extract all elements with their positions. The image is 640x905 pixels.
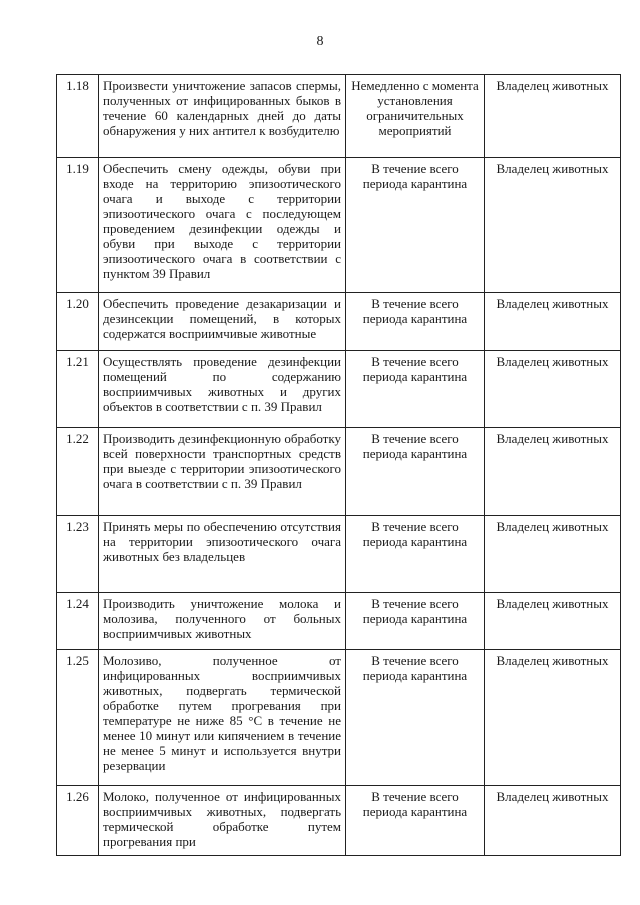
measure-responsible: Владелец животных [485,428,621,516]
measure-text: Молоко, полученное от инфицированных восприимчивых животных, подвергать термической обработке путем прогревания при [99,786,346,856]
row-number: 1.23 [57,516,99,593]
table-row [57,293,621,351]
measure-text: Осуществлять проведение дезинфекции помещений по содержанию восприимчивых животных и других объектов в соответствии с п. 39 Правил [99,351,346,428]
table-row [57,650,621,786]
row-number: 1.26 [57,786,99,856]
page-number: 8 [316,34,324,49]
table-row [57,516,621,593]
measure-text: Принять меры по обеспечению отсутствия на территории эпизоотического очага животных без владельцев [99,516,346,593]
measure-text: Производить дезинфекционную обработку всей поверхности транспортных средств при выезде с территории эпизоотического очага в соответствии с п. 39 Правил [99,428,346,516]
table-row [57,593,621,650]
table-row [57,158,621,293]
table-row [57,786,621,856]
measure-term: В течение всего периода карантина [346,293,485,351]
measure-term: В течение всего периода карантина [346,428,485,516]
row-number: 1.21 [57,351,99,428]
row-number: 1.22 [57,428,99,516]
row-number: 1.18 [57,75,99,158]
measure-text: Производить уничтожение молока и молозива, полученного от больных восприимчивых животных [99,593,346,650]
table-row [57,75,621,158]
measure-responsible: Владелец животных [485,786,621,856]
measure-term: В течение всего периода карантина [346,593,485,650]
row-number: 1.24 [57,593,99,650]
measure-term: В течение всего периода карантина [346,158,485,293]
measure-term: В течение всего периода карантина [346,351,485,428]
measure-responsible: Владелец животных [485,75,621,158]
row-number: 1.19 [57,158,99,293]
measure-term: В течение всего периода карантина [346,516,485,593]
measure-responsible: Владелец животных [485,650,621,786]
measure-responsible: Владелец животных [485,516,621,593]
measure-text: Обеспечить проведение дезакаризации и дезинсекции помещений, в которых содержатся восприимчивые животные [99,293,346,351]
row-number: 1.20 [57,293,99,351]
measure-text: Произвести уничтожение запасов спермы, полученных от инфицированных быков в течение 60 календарных дней до даты обнаружения у них антител к возбудителю [99,75,346,158]
row-number: 1.25 [57,650,99,786]
measure-responsible: Владелец животных [485,158,621,293]
measures-table [56,74,621,856]
measure-responsible: Владелец животных [485,593,621,650]
measure-text: Молозиво, полученное от инфицированных восприимчивых животных, подвергать термической обработке путем прогревания при температуре не ниже 85 °С в течение не менее 10 минут или кипячением в течение не менее 5 минут и используется внутри резервации [99,650,346,786]
measure-responsible: Владелец животных [485,293,621,351]
measure-responsible: Владелец животных [485,351,621,428]
table-row [57,428,621,516]
table-row [57,351,621,428]
measure-term: В течение всего периода карантина [346,650,485,786]
measure-text: Обеспечить смену одежды, обуви при входе на территорию эпизоотического очага и выходе с территории эпизоотического очага с последующем проведением дезинфекции одежды и обуви при выходе с территории эпизоотического очага в соответствии с пунктом 39 Правил [99,158,346,293]
measure-term: В течение всего периода карантина [346,786,485,856]
measure-term: Немедленно с момента установления ограничительных мероприятий [346,75,485,158]
